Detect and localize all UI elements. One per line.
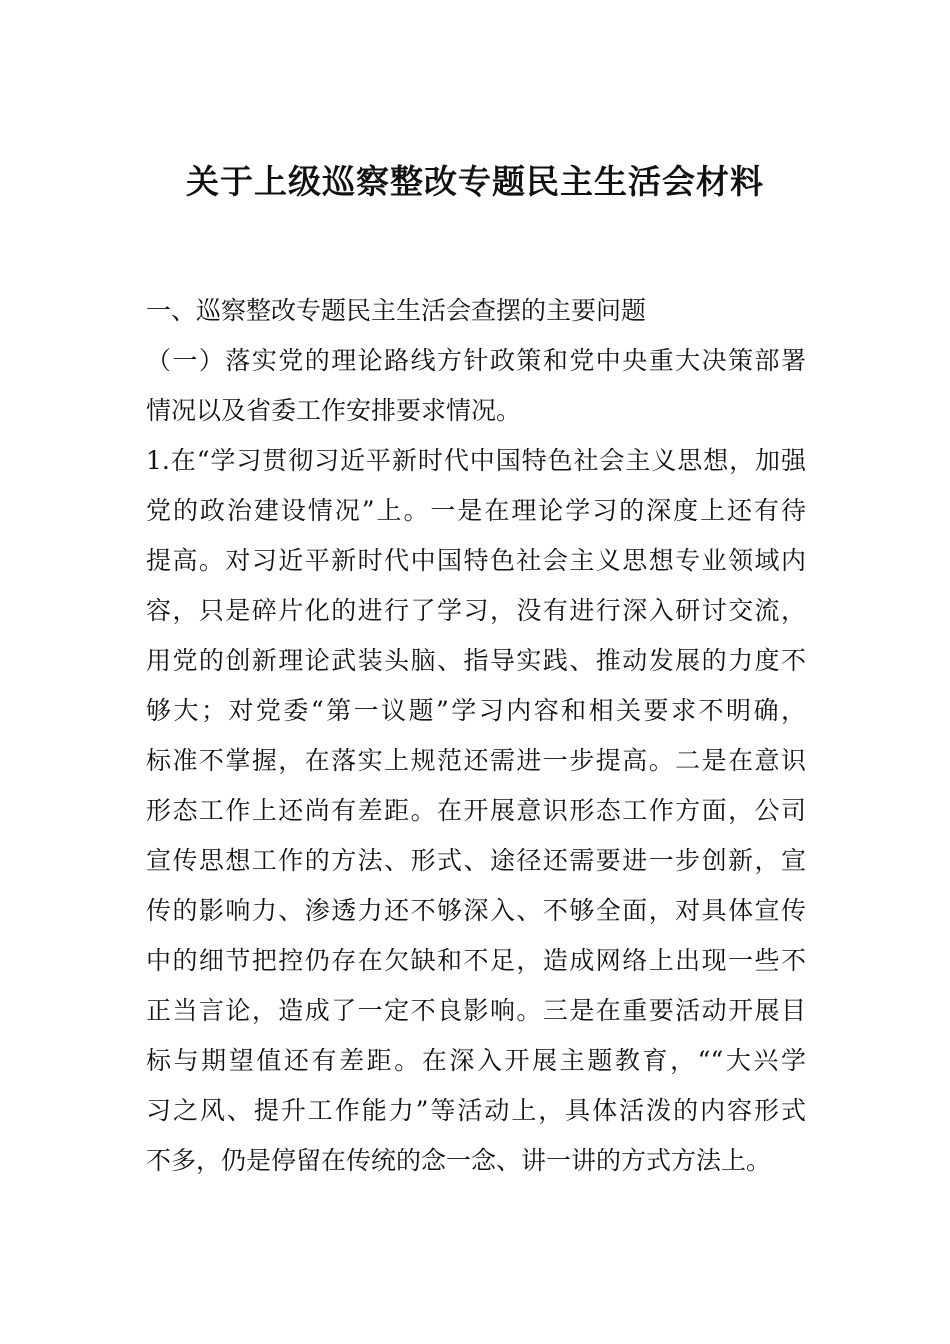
paragraph-line: 1.在“学习贯彻习近平新时代中国特色社会主义思想，加强 xyxy=(146,446,806,475)
paragraph-line: 形态工作上还尚有差距。在开展意识形态工作方面，公司 xyxy=(146,796,806,825)
paragraph-line: 传的影响力、渗透力还不够深入、不够全面，对具体宣传 xyxy=(146,896,806,925)
paragraph-line: 党的政治建设情况”上。一是在理论学习的深度上还有待 xyxy=(146,496,806,525)
paragraph-line: 标准不掌握，在落实上规范还需进一步提高。二是在意识 xyxy=(146,746,806,775)
paragraph-line: 够大；对党委“第一议题”学习内容和相关要求不明确， xyxy=(146,696,806,725)
paragraph-line: 习之风、提升工作能力”等活动上，具体活泼的内容形式 xyxy=(146,1096,806,1125)
paragraph-line: 不多，仍是停留在传统的念一念、讲一讲的方式方法上。 xyxy=(146,1146,772,1175)
document-body xyxy=(146,286,806,1186)
section-heading: 一、巡察整改专题民主生活会查摆的主要问题 xyxy=(146,296,647,325)
paragraph-line: 正当言论，造成了一定不良影响。三是在重要活动开展目 xyxy=(146,996,806,1025)
subsection-heading-line: （一）落实党的理论路线方针政策和党中央重大决策部署 xyxy=(146,346,806,375)
paragraph-line: 提高。对习近平新时代中国特色社会主义思想专业领域内 xyxy=(146,546,806,575)
paragraph-line: 中的细节把控仍存在欠缺和不足，造成网络上出现一些不 xyxy=(146,946,806,975)
subsection-heading-line: 情况以及省委工作安排要求情况。 xyxy=(146,396,522,425)
document-title: 关于上级巡察整改专题民主生活会材料 xyxy=(186,162,764,201)
paragraph-line: 标与期望值还有差距。在深入开展主题教育，““大兴学 xyxy=(146,1046,806,1075)
paragraph-line: 容，只是碎片化的进行了学习，没有进行深入研讨交流， xyxy=(146,596,806,625)
paragraph-line: 用党的创新理论武装头脑、指导实践、推动发展的力度不 xyxy=(146,646,806,675)
paragraph-line: 宣传思想工作的方法、形式、途径还需要进一步创新，宣 xyxy=(146,846,806,875)
